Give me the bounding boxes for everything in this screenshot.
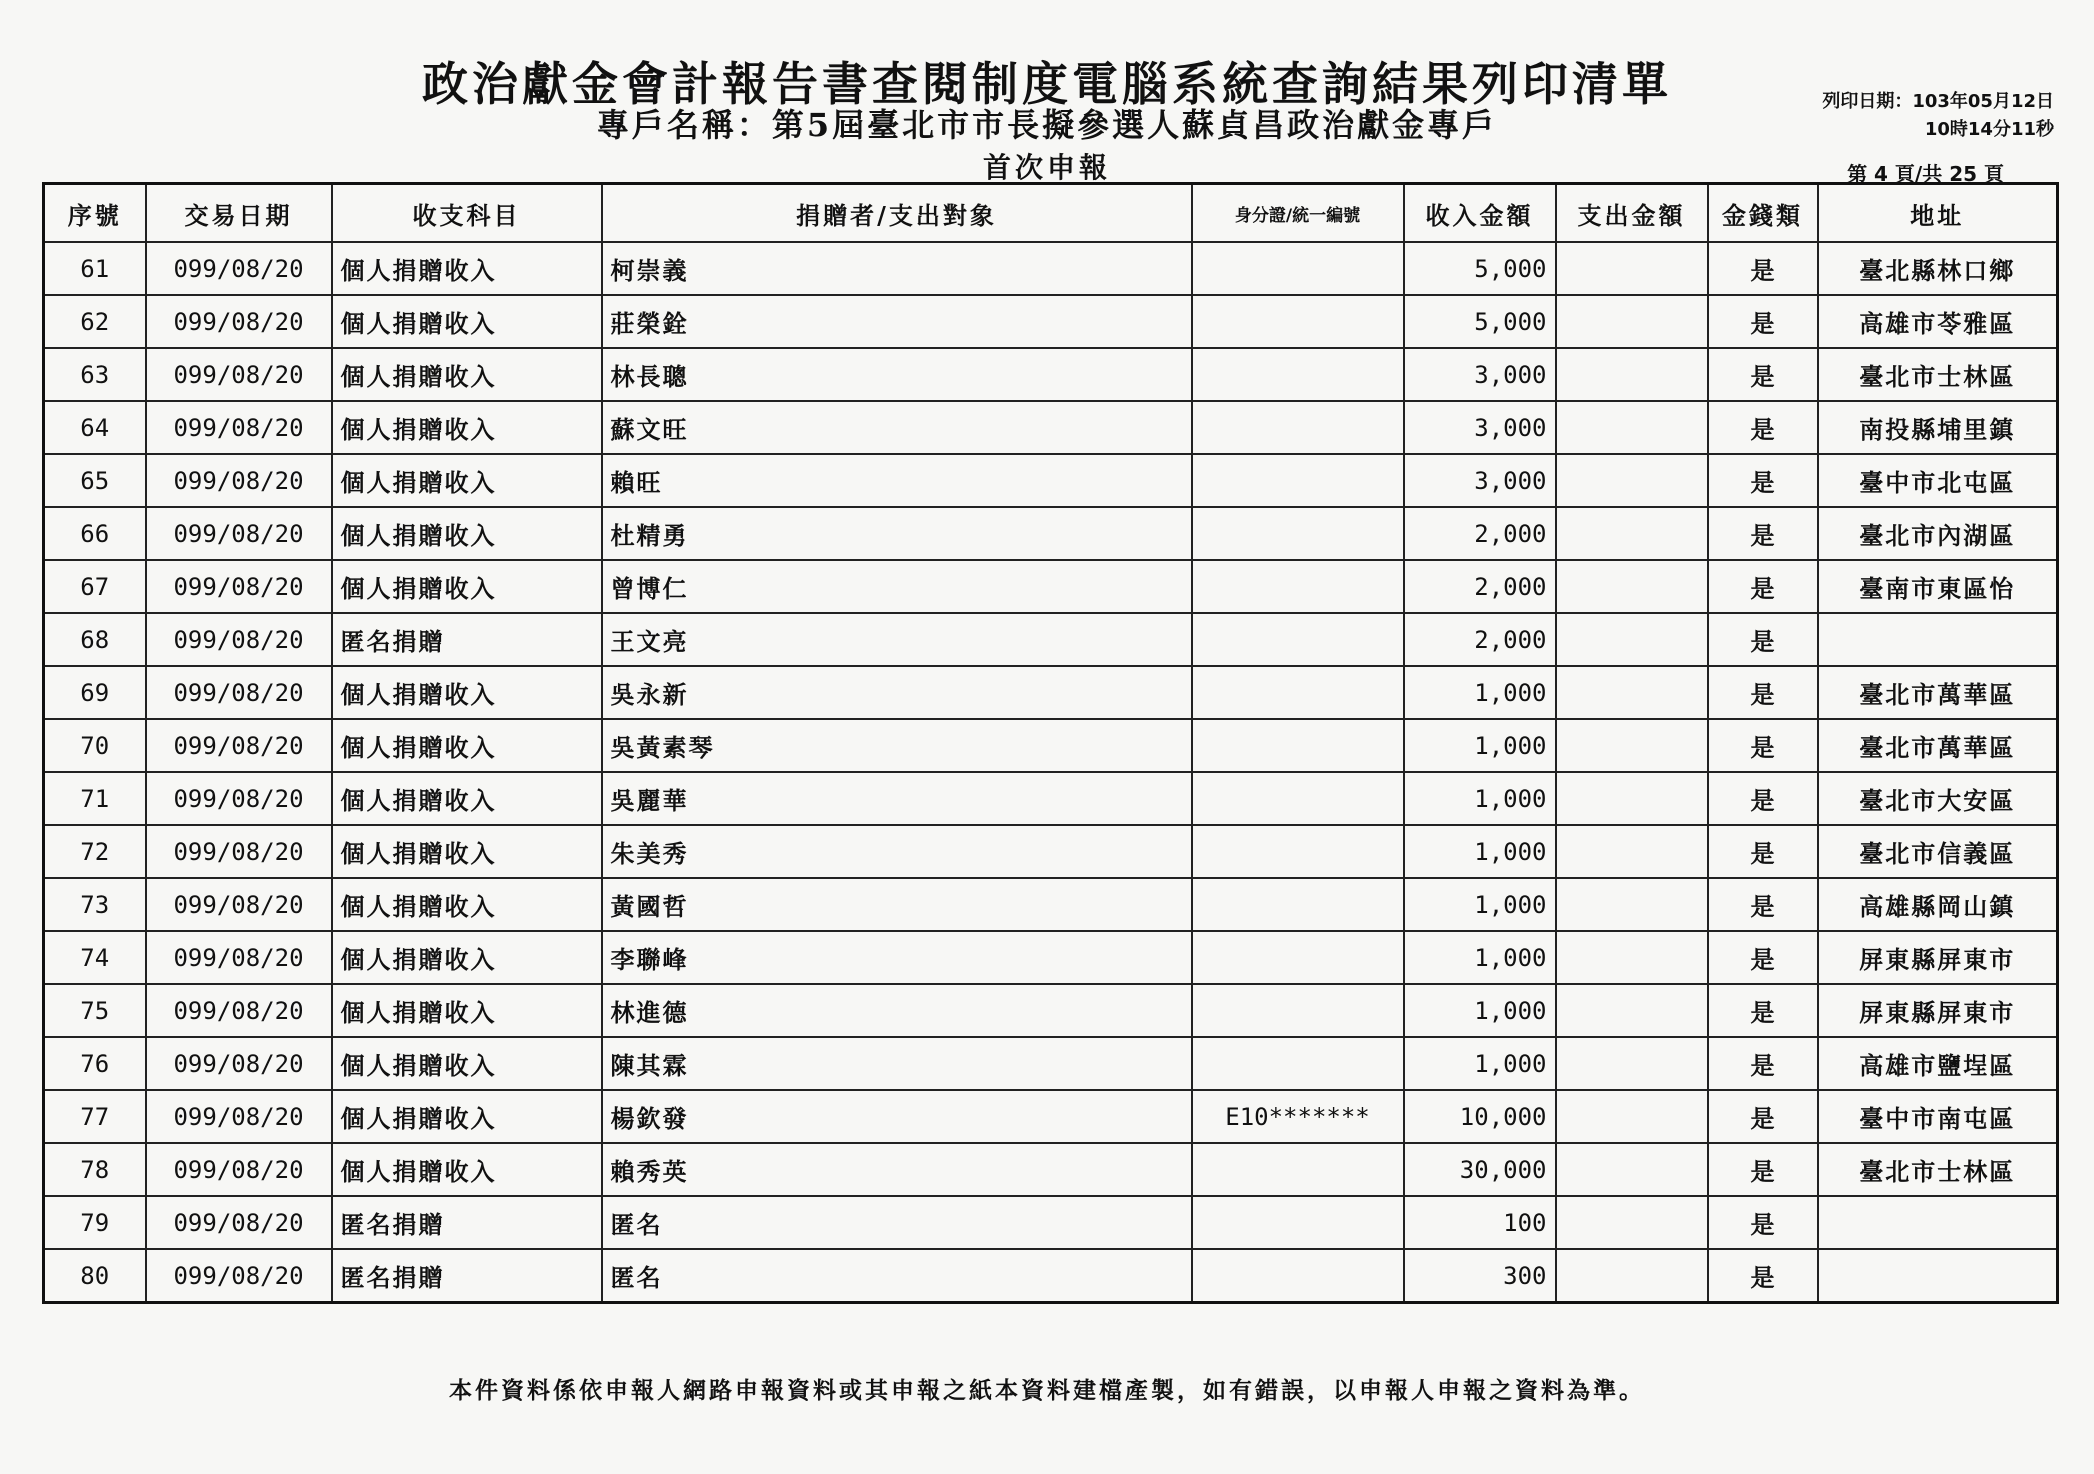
cell-seq: 78 (44, 1143, 146, 1196)
cell-expense (1556, 666, 1708, 719)
cell-date: 099/08/20 (146, 295, 332, 348)
cell-address: 臺北市內湖區 (1818, 507, 2058, 560)
cell-date: 099/08/20 (146, 507, 332, 560)
table-row (44, 1037, 2058, 1090)
cell-subject: 個人捐贈收入 (332, 825, 602, 878)
cell-expense (1556, 1196, 1708, 1249)
cell-expense (1556, 1037, 1708, 1090)
cell-address: 臺中市南屯區 (1818, 1090, 2058, 1143)
cell-cash: 是 (1708, 1090, 1818, 1143)
cell-address: 高雄縣岡山鎮 (1818, 878, 2058, 931)
cell-expense (1556, 1249, 1708, 1303)
cell-address: 臺北市大安區 (1818, 772, 2058, 825)
table-row (44, 772, 2058, 825)
table-row (44, 401, 2058, 454)
col-header-seq: 序號 (44, 184, 146, 243)
cell-subject: 個人捐贈收入 (332, 454, 602, 507)
print-date: 列印日期：103年05月12日 (1822, 91, 2054, 112)
cell-id (1192, 984, 1404, 1037)
cell-income: 3,000 (1404, 401, 1556, 454)
cell-date: 099/08/20 (146, 1196, 332, 1249)
cell-cash: 是 (1708, 507, 1818, 560)
table-header-row (44, 184, 2058, 243)
cell-subject: 個人捐贈收入 (332, 878, 602, 931)
cell-income: 300 (1404, 1249, 1556, 1303)
cell-address: 臺北縣林口鄉 (1818, 242, 2058, 295)
account-name: 專戶名稱：第5屆臺北市市長擬參選人蘇貞昌政治獻金專戶 (596, 106, 1498, 144)
page-number: 第 4 頁/共 25 頁 (1847, 162, 2004, 186)
cell-donor: 賴秀英 (602, 1143, 1192, 1196)
cell-date: 099/08/20 (146, 931, 332, 984)
cell-income: 1,000 (1404, 772, 1556, 825)
cell-id (1192, 613, 1404, 666)
footnote: 本件資料係依申報人網路申報資料或其申報之紙本資料建檔產製，如有錯誤，以申報人申報之資料為準。 (449, 1377, 1645, 1404)
cell-date: 099/08/20 (146, 560, 332, 613)
cell-date: 099/08/20 (146, 1090, 332, 1143)
cell-address: 高雄市苓雅區 (1818, 295, 2058, 348)
cell-subject: 匿名捐贈 (332, 1249, 602, 1303)
cell-seq: 72 (44, 825, 146, 878)
cell-cash: 是 (1708, 1037, 1818, 1090)
cell-seq: 75 (44, 984, 146, 1037)
cell-expense (1556, 348, 1708, 401)
cell-cash: 是 (1708, 454, 1818, 507)
cell-address: 臺北市萬華區 (1818, 719, 2058, 772)
cell-income: 5,000 (1404, 242, 1556, 295)
cell-expense (1556, 560, 1708, 613)
cell-cash: 是 (1708, 560, 1818, 613)
cell-seq: 65 (44, 454, 146, 507)
cell-seq: 74 (44, 931, 146, 984)
cell-date: 099/08/20 (146, 401, 332, 454)
cell-date: 099/08/20 (146, 666, 332, 719)
cell-date: 099/08/20 (146, 772, 332, 825)
cell-id (1192, 1249, 1404, 1303)
cell-donor: 匿名 (602, 1196, 1192, 1249)
cell-seq: 77 (44, 1090, 146, 1143)
cell-subject: 個人捐贈收入 (332, 931, 602, 984)
cell-seq: 63 (44, 348, 146, 401)
cell-income: 1,000 (1404, 984, 1556, 1037)
cell-expense (1556, 295, 1708, 348)
cell-seq: 71 (44, 772, 146, 825)
cell-income: 1,000 (1404, 719, 1556, 772)
cell-seq: 80 (44, 1249, 146, 1303)
cell-address (1818, 1196, 2058, 1249)
cell-date: 099/08/20 (146, 613, 332, 666)
report-type: 首次申報 (982, 151, 1111, 184)
cell-cash: 是 (1708, 401, 1818, 454)
cell-id (1192, 719, 1404, 772)
cell-income: 2,000 (1404, 560, 1556, 613)
cell-donor: 楊欽發 (602, 1090, 1192, 1143)
cell-subject: 個人捐贈收入 (332, 348, 602, 401)
cell-id (1192, 1196, 1404, 1249)
table-row (44, 931, 2058, 984)
cell-expense (1556, 984, 1708, 1037)
cell-income: 1,000 (1404, 1037, 1556, 1090)
cell-date: 099/08/20 (146, 878, 332, 931)
table-row (44, 666, 2058, 719)
cell-cash: 是 (1708, 242, 1818, 295)
cell-seq: 70 (44, 719, 146, 772)
cell-date: 099/08/20 (146, 1249, 332, 1303)
cell-expense (1556, 825, 1708, 878)
table-row (44, 878, 2058, 931)
cell-subject: 個人捐贈收入 (332, 719, 602, 772)
cell-cash: 是 (1708, 295, 1818, 348)
cell-address: 臺中市北屯區 (1818, 454, 2058, 507)
cell-expense (1556, 613, 1708, 666)
cell-expense (1556, 878, 1708, 931)
cell-address: 南投縣埔里鎮 (1818, 401, 2058, 454)
print-info (1822, 88, 2054, 144)
cell-donor: 匿名 (602, 1249, 1192, 1303)
cell-subject: 個人捐贈收入 (332, 772, 602, 825)
table-row (44, 1249, 2058, 1303)
cell-date: 099/08/20 (146, 348, 332, 401)
cell-address: 屏東縣屏東市 (1818, 984, 2058, 1037)
table-row (44, 1143, 2058, 1196)
cell-address: 臺南市東區怡 (1818, 560, 2058, 613)
col-header-expense: 支出金額 (1556, 184, 1708, 243)
cell-subject: 匿名捐贈 (332, 1196, 602, 1249)
cell-cash: 是 (1708, 1196, 1818, 1249)
cell-income: 1,000 (1404, 931, 1556, 984)
cell-seq: 67 (44, 560, 146, 613)
col-header-income: 收入金額 (1404, 184, 1556, 243)
cell-subject: 個人捐贈收入 (332, 507, 602, 560)
cell-donor: 曾博仁 (602, 560, 1192, 613)
cell-subject: 個人捐贈收入 (332, 401, 602, 454)
cell-date: 099/08/20 (146, 984, 332, 1037)
cell-address: 臺北市士林區 (1818, 348, 2058, 401)
table-row (44, 507, 2058, 560)
cell-id (1192, 401, 1404, 454)
cell-expense (1556, 507, 1708, 560)
cell-cash: 是 (1708, 931, 1818, 984)
cell-address: 臺北市萬華區 (1818, 666, 2058, 719)
cell-income: 30,000 (1404, 1143, 1556, 1196)
cell-expense (1556, 454, 1708, 507)
cell-subject: 個人捐贈收入 (332, 1090, 602, 1143)
cell-donor: 莊榮銓 (602, 295, 1192, 348)
cell-donor: 王文亮 (602, 613, 1192, 666)
cell-income: 2,000 (1404, 613, 1556, 666)
table-row (44, 825, 2058, 878)
cell-address: 高雄市鹽埕區 (1818, 1037, 2058, 1090)
cell-id (1192, 931, 1404, 984)
cell-id (1192, 825, 1404, 878)
cell-cash: 是 (1708, 772, 1818, 825)
cell-donor: 吳永新 (602, 666, 1192, 719)
cell-id (1192, 454, 1404, 507)
cell-id (1192, 1143, 1404, 1196)
cell-donor: 李聯峰 (602, 931, 1192, 984)
cell-income: 1,000 (1404, 666, 1556, 719)
cell-donor: 柯崇義 (602, 242, 1192, 295)
table-row (44, 1196, 2058, 1249)
cell-donor: 陳其霖 (602, 1037, 1192, 1090)
cell-expense (1556, 242, 1708, 295)
cell-id: E10******* (1192, 1090, 1404, 1143)
cell-date: 099/08/20 (146, 825, 332, 878)
cell-cash: 是 (1708, 613, 1818, 666)
cell-seq: 73 (44, 878, 146, 931)
cell-cash: 是 (1708, 719, 1818, 772)
col-header-id: 身分證/統一編號 (1192, 184, 1404, 243)
cell-expense (1556, 1090, 1708, 1143)
cell-id (1192, 666, 1404, 719)
col-header-address: 地址 (1818, 184, 2058, 243)
cell-expense (1556, 719, 1708, 772)
cell-id (1192, 560, 1404, 613)
cell-subject: 個人捐贈收入 (332, 984, 602, 1037)
cell-subject: 個人捐贈收入 (332, 666, 602, 719)
cell-seq: 64 (44, 401, 146, 454)
cell-date: 099/08/20 (146, 1037, 332, 1090)
cell-expense (1556, 401, 1708, 454)
cell-cash: 是 (1708, 1143, 1818, 1196)
cell-income: 3,000 (1404, 454, 1556, 507)
cell-cash: 是 (1708, 878, 1818, 931)
cell-donor: 賴旺 (602, 454, 1192, 507)
donation-table (42, 182, 2059, 1304)
table-row (44, 1090, 2058, 1143)
print-time: 10時14分11秒 (1924, 119, 2054, 140)
cell-subject: 個人捐贈收入 (332, 295, 602, 348)
cell-expense (1556, 931, 1708, 984)
cell-donor: 吳黃素琴 (602, 719, 1192, 772)
table-row (44, 454, 2058, 507)
cell-id (1192, 772, 1404, 825)
cell-subject: 個人捐贈收入 (332, 1037, 602, 1090)
cell-donor: 黃國哲 (602, 878, 1192, 931)
col-header-subject: 收支科目 (332, 184, 602, 243)
cell-date: 099/08/20 (146, 719, 332, 772)
cell-donor: 朱美秀 (602, 825, 1192, 878)
cell-address (1818, 613, 2058, 666)
cell-expense (1556, 1143, 1708, 1196)
cell-seq: 61 (44, 242, 146, 295)
cell-income: 10,000 (1404, 1090, 1556, 1143)
report-title: 政治獻金會計報告書查閱制度電腦系統查詢結果列印清單 (422, 57, 1672, 111)
cell-seq: 62 (44, 295, 146, 348)
cell-date: 099/08/20 (146, 454, 332, 507)
cell-address: 臺北市士林區 (1818, 1143, 2058, 1196)
cell-donor: 林進德 (602, 984, 1192, 1037)
cell-seq: 76 (44, 1037, 146, 1090)
table-row (44, 242, 2058, 295)
table-row (44, 719, 2058, 772)
cell-seq: 68 (44, 613, 146, 666)
cell-seq: 66 (44, 507, 146, 560)
table-row (44, 348, 2058, 401)
cell-donor: 吳麗華 (602, 772, 1192, 825)
table-row (44, 613, 2058, 666)
cell-id (1192, 295, 1404, 348)
cell-expense (1556, 772, 1708, 825)
cell-cash: 是 (1708, 984, 1818, 1037)
col-header-date: 交易日期 (146, 184, 332, 243)
table-body (44, 242, 2058, 1303)
cell-cash: 是 (1708, 1249, 1818, 1303)
cell-seq: 69 (44, 666, 146, 719)
cell-id (1192, 242, 1404, 295)
cell-id (1192, 348, 1404, 401)
cell-id (1192, 878, 1404, 931)
cell-income: 5,000 (1404, 295, 1556, 348)
col-header-donor: 捐贈者/支出對象 (602, 184, 1192, 243)
cell-subject: 個人捐贈收入 (332, 560, 602, 613)
cell-id (1192, 507, 1404, 560)
cell-address: 臺北市信義區 (1818, 825, 2058, 878)
cell-subject: 個人捐贈收入 (332, 242, 602, 295)
cell-donor: 杜精勇 (602, 507, 1192, 560)
cell-income: 2,000 (1404, 507, 1556, 560)
cell-cash: 是 (1708, 666, 1818, 719)
cell-income: 3,000 (1404, 348, 1556, 401)
cell-date: 099/08/20 (146, 1143, 332, 1196)
cell-address: 屏東縣屏東市 (1818, 931, 2058, 984)
col-header-cash: 金錢類 (1708, 184, 1818, 243)
cell-cash: 是 (1708, 348, 1818, 401)
cell-donor: 林長聰 (602, 348, 1192, 401)
cell-id (1192, 1037, 1404, 1090)
cell-subject: 個人捐贈收入 (332, 1143, 602, 1196)
cell-donor: 蘇文旺 (602, 401, 1192, 454)
table-row (44, 560, 2058, 613)
cell-subject: 匿名捐贈 (332, 613, 602, 666)
cell-seq: 79 (44, 1196, 146, 1249)
cell-income: 1,000 (1404, 878, 1556, 931)
cell-address (1818, 1249, 2058, 1303)
table-row (44, 295, 2058, 348)
cell-date: 099/08/20 (146, 242, 332, 295)
cell-income: 1,000 (1404, 825, 1556, 878)
table-row (44, 984, 2058, 1037)
cell-cash: 是 (1708, 825, 1818, 878)
cell-income: 100 (1404, 1196, 1556, 1249)
